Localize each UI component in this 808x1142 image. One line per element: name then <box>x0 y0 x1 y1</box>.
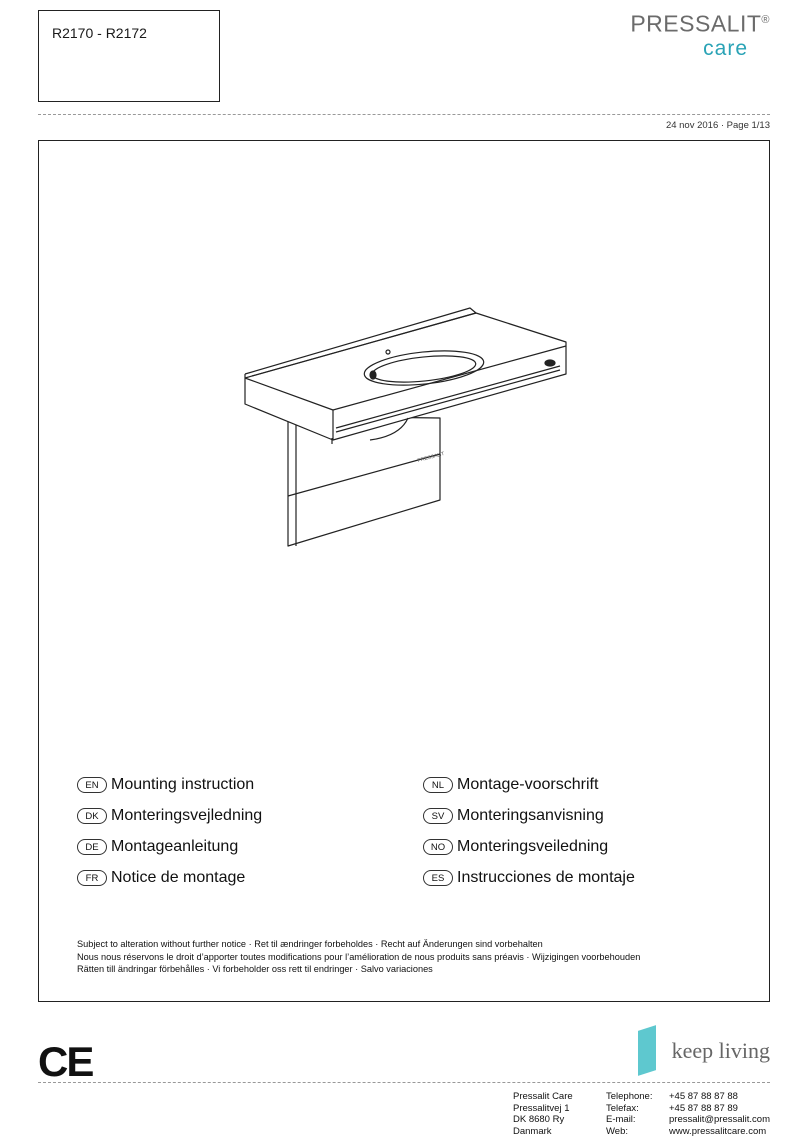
instruction-es <box>423 867 635 889</box>
instruction-sv <box>423 805 635 827</box>
instruction-label: Montage-voorschrift <box>457 776 599 793</box>
brand-registered-mark: ® <box>761 14 770 26</box>
language-code-badge: EN <box>77 777 107 793</box>
instruction-label: Mounting instruction <box>111 776 255 793</box>
company-address <box>513 1091 573 1137</box>
notice-line: Rätten till ändringar förbehålles · Vi forbeholder oss rett til endringer · Salvo variaciones <box>77 964 433 974</box>
address-line: Pressalit Care <box>513 1091 573 1102</box>
language-code-badge: DE <box>77 839 107 855</box>
address-line: Pressalitvej 1 <box>513 1102 570 1114</box>
instruction-list-left <box>77 774 262 889</box>
instruction-fr <box>77 867 262 889</box>
ce-mark: CE <box>38 1038 93 1085</box>
brand-subtitle: care <box>703 36 748 60</box>
instruction-label: Instrucciones de montaje <box>457 869 635 886</box>
contact-web[interactable]: www.pressalitcare.com <box>669 1125 767 1137</box>
keep-living-mark-icon <box>638 1025 656 1076</box>
brand-logo <box>630 6 770 60</box>
contact-label: E-mail: <box>606 1114 636 1125</box>
footer-divider <box>38 1082 770 1083</box>
instruction-dk <box>77 805 262 827</box>
illustration-brand-label: PRESSALIT <box>416 451 446 464</box>
instruction-nl <box>423 774 635 796</box>
keep-living-logo <box>638 1028 770 1073</box>
language-code-badge: SV <box>423 808 453 824</box>
notice-line: Subject to alteration without further notice · Ret til ændringer forbeholdes · Recht auf Änderungen sind vorbehalten <box>77 939 543 949</box>
washbasin-illustration <box>240 300 580 550</box>
instruction-no <box>423 836 635 858</box>
contact-telephone: +45 87 88 87 88 <box>669 1091 738 1102</box>
instruction-de <box>77 836 262 858</box>
page-info: 24 nov 2016 · Page 1/13 <box>665 120 770 131</box>
header-divider <box>38 114 770 115</box>
model-number: R2170 - R2172 <box>52 25 147 41</box>
instruction-label: Monteringsveiledning <box>457 838 609 855</box>
contact-email[interactable]: pressalit@pressalit.com <box>669 1114 770 1125</box>
instruction-en <box>77 774 262 796</box>
language-code-badge: NO <box>423 839 453 855</box>
contact-label: Web: <box>606 1125 629 1137</box>
address-line: DK 8680 Ry <box>513 1114 565 1125</box>
contact-labels <box>606 1091 652 1137</box>
address-line: Danmark <box>513 1125 552 1137</box>
language-code-badge: DK <box>77 808 107 824</box>
instruction-label: Montageanleitung <box>111 838 239 855</box>
notice-line: Nous nous réservons le droit d’apporter toutes modifications pour l’amélioration de nous produits sans préavis · Wijzigingen voorbehouden <box>77 951 641 962</box>
language-code-badge: ES <box>423 870 453 886</box>
contact-telefax: +45 87 88 87 89 <box>669 1102 738 1114</box>
instruction-label: Notice de montage <box>111 869 246 886</box>
language-code-badge: NL <box>423 777 453 793</box>
instruction-label: Monteringsvejledning <box>111 807 263 824</box>
contact-label: Telefax: <box>606 1102 639 1114</box>
instruction-list-right <box>423 774 635 889</box>
model-number-box <box>38 10 220 102</box>
alteration-notice <box>77 938 640 976</box>
contact-values <box>669 1091 770 1137</box>
brand-name: PRESSALIT <box>630 10 762 37</box>
contact-label: Telephone: <box>606 1091 653 1102</box>
language-code-badge: FR <box>77 870 107 886</box>
keep-living-tagline: keep living <box>671 1037 770 1063</box>
instruction-label: Monteringsanvisning <box>457 807 604 824</box>
